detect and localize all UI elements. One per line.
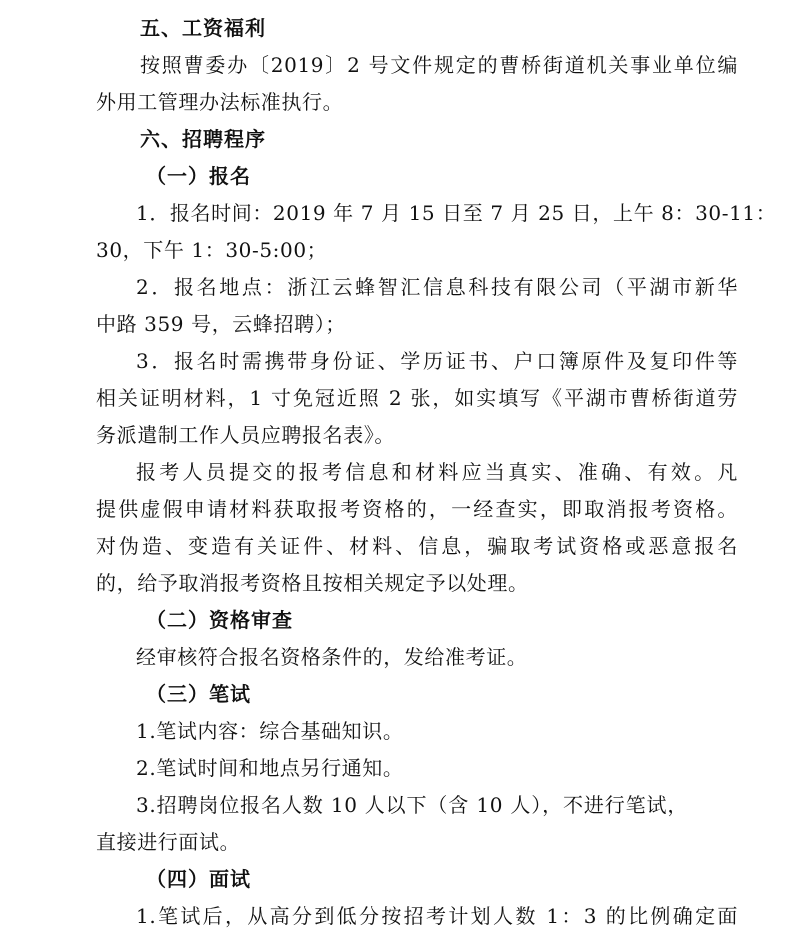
subheading-registration: （一）报名 [146, 164, 251, 188]
written-exam-content: 1.笔试内容：综合基础知识。 [136, 719, 404, 743]
salary-paragraph-line-1: 按照曹委办〔2019〕2 号文件规定的曹桥街道机关事业单位编 [140, 53, 738, 77]
section-heading-salary-benefits: 五、工资福利 [140, 16, 266, 40]
registration-time-line-1: 1．报名时间：2019 年 7 月 15 日至 7 月 25 日，上午 8：30-11： [136, 201, 777, 225]
registration-location-line-1: 2．报名地点：浙江云蜂智汇信息科技有限公司（平湖市新华 [136, 275, 738, 299]
registration-materials-line-1: 3．报名时需携带身份证、学历证书、户口簿原件及复印件等 [136, 349, 738, 373]
written-exam-exemption-line-1: 3.招聘岗位报名人数 10 人以下（含 10 人），不进行笔试， [136, 793, 688, 817]
registration-note-line-4: 的，给予取消报考资格且按相关规定予以处理。 [96, 571, 529, 595]
interview-item-line-1: 1.笔试后，从高分到低分按招考计划人数 1：3 的比例确定面 [136, 904, 738, 928]
registration-time-line-2: 30，下午 1：30-5:00； [96, 238, 328, 262]
written-exam-time-location: 2.笔试时间和地点另行通知。 [136, 756, 404, 780]
subheading-qualification-review: （二）资格审查 [146, 608, 293, 632]
subheading-written-exam: （三）笔试 [146, 682, 251, 706]
qualification-review-text: 经审核符合报名资格条件的，发给准考证。 [136, 645, 528, 669]
subheading-interview: （四）面试 [146, 867, 251, 891]
registration-note-line-3: 对伪造、变造有关证件、材料、信息，骗取考试资格或恶意报名 [96, 534, 738, 558]
registration-note-line-1: 报考人员提交的报考信息和材料应当真实、准确、有效。凡 [136, 460, 738, 484]
salary-paragraph-line-2: 外用工管理办法标准执行。 [96, 90, 344, 114]
registration-materials-line-2: 相关证明材料，1 寸免冠近照 2 张，如实填写《平湖市曹桥街道劳 [96, 386, 738, 410]
registration-note-line-2: 提供虚假申请材料获取报考资格的，一经查实，即取消报考资格。 [96, 497, 738, 521]
written-exam-exemption-line-2: 直接进行面试。 [96, 830, 241, 854]
section-heading-recruitment-procedure: 六、招聘程序 [140, 127, 266, 151]
registration-materials-line-3: 务派遣制工作人员应聘报名表》。 [96, 423, 395, 447]
registration-location-line-2: 中路 359 号，云蜂招聘）； [96, 312, 346, 336]
